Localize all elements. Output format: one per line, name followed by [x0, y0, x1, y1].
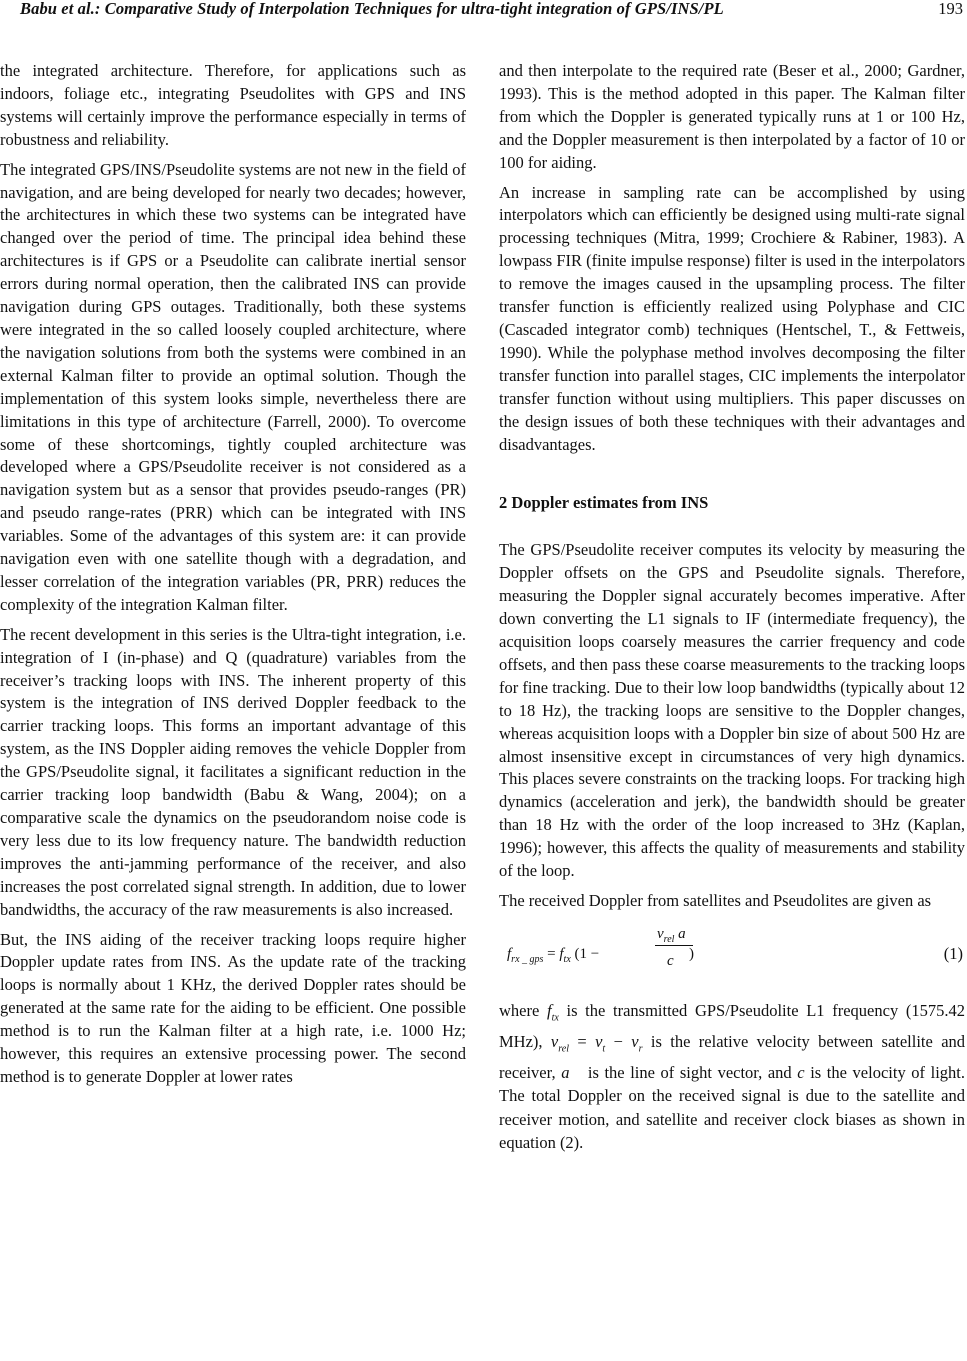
paragraph: The integrated GPS/INS/Pseudolite systems are not new in the field of navigation, and are being developed for nearly two decades; however, the architectures in which these two systems can be integrated have changed over the period of time. The principal idea behind these architectures is if GPS or a Pseudolite can calibrate inertial sensor errors during normal operation, then the calibrated INS can provide navigation during GPS outages. Traditionally, both these systems were integrated in the so called loosely coupled architecture, where the navigation solutions from both the systems were combined in an external Kalman filter to provide an optimal solution. Though the implementation of this system looks simple, nevertheless there are limitations in this type of architecture (Farrell, 2000). To overcome some of these shortcomings, tightly coupled architecture was developed where a GPS/Pseudolite receiver is not considered as a navigation system but as a sensor that provides pseudo-ranges (PR) and pseudo range-rates (PRR) which can be integrated with INS variables. Some of the advantages of this system are: it can provide navigation even with one satellite though with a degradation, and lesser correlation of the integration variables (PR, PRR) reduces the complexity of the integration Kalman filter.: [0, 159, 466, 614]
paragraph: The recent development in this series is the Ultra-tight integration, i.e. integration of I (in-phase) and Q (quadrature) variables from the receiver’s tracking loops with INS. The inherent property of this system is the integration of INS derived Doppler feedback to the carrier tracking loops. This forms an important advantage of this system, as the INS Doppler aiding removes the vehicle Doppler from the GPS/Pseudolite signal, it facilitates a significant reduction in the carrier tracking loop bandwidth (Babu & Wang, 2004); on a comparative scale the dynamics on the pseudorandom noise code is very less due to its low frequency nature. The bandwidth reduction improves the anti-jamming performance of the receiver, and also increases the post correlated signal strength. In addition, due to lower bandwidths, the accuracy of the raw measurements is also increased.: [0, 624, 466, 919]
paragraph: The received Doppler from satellites and Pseudolites are given as: [499, 891, 932, 910]
right-column: [499, 60, 965, 1162]
running-header: [0, 0, 967, 26]
paragraph: the integrated architecture. Therefore, for applications such as indoors, foliage etc., integrating Pseudolites with GPS and INS systems will certainly improve the performance especially in terms of robustness and reliability.: [0, 61, 466, 149]
paragraph: where $f_{tx}$ is the transmitted GPS/Pseudolite L1 frequency (1575.42 MHz), $v_{rel} = v_t - v_r$ is the relative velocity between satellite and receiver, a⃗ is the line of sight vector, and c is the velocity of light. The total Doppler on the received signal is due to the satellite and receiver motion, and satellite and receiver clock biases as shown in equation (2).: [499, 1000, 966, 1152]
page-number: 193: [938, 0, 963, 18]
section-heading: 2 Doppler estimates from INS: [499, 493, 709, 513]
equation-number: (1): [943, 943, 963, 963]
equation-1: $f_{rx \_ gps} = f_{tx}$ (1 − $v_{rel}$ a⃗ c ) (1): [507, 925, 963, 969]
paragraph: But, the INS aiding of the receiver tracking loops require higher Doppler update rates from INS. As the update rate of the tracking loops is normally about 1 KHz, the derived Doppler rates should be generated at the same rate for the aiding to be efficient. One possible method is to run the Kalman filter at a high rate, i.e. 1000 Hz; however, this requires an extensive processing power. The second method is to generate Doppler at lower rates: [0, 929, 466, 1086]
paragraph: An increase in sampling rate can be accomplished by using interpolators which can efficiently be designed using multi-rate signal processing techniques (Mitra, 1999; Crochiere & Rabiner, 1983). A lowpass FIR (finite impulse response) filter is used in the interpolators to remove the images caused in the upsampling process. The filter transfer function is efficiently realized using Polyphase and CIC (Cascaded integrator comb) techniques (Hentschel, T., & Fettweis, 1990). While the polyphase method involves decomposing the filter transfer function into parallel stages, CIC implements the interpolator transfer function without using multipliers. This paper discusses on the design issues of both these techniques with their advantages and disadvantages.: [499, 182, 965, 454]
running-title: Babu et al.: Comparative Study of Interpolation Techniques for ultra-tight integration of GPS/INS/PL: [20, 0, 724, 18]
left-column: [0, 60, 466, 1096]
paragraph: and then interpolate to the required rate (Beser et al., 2000; Gardner, 1993). This is the method adopted in this paper. The Kalman filter from which the Doppler is generated typically runs at 1 or 100 Hz, and the Doppler measurement is then interpolated by a factor of 10 or 100 for aiding.: [499, 61, 965, 172]
paragraph: The GPS/Pseudolite receiver computes its velocity by measuring the Doppler offsets on the GPS and Pseudolite signals. Therefore, measuring the Doppler signal accurately becomes imperative. After down converting the L1 signals to IF (intermediate frequency), the acquisition loops coarsely measures the carrier frequency and code offsets, and then pass these coarse measurements to the tracking loops for fine tracking. Due to their low loop bandwidths (typically about 12 to 18 Hz), the tracking loops are sensitive to the Doppler changes, whereas acquisition loops with a Doppler bin size of about 500 Hz are almost insensitive except in circumstances of very high dynamics. This places severe constraints on the tracking loops. For tracking high dynamics (acceleration and jerk), the bandwidth should be greater than 18 Hz with the order of the loop increased to 3Hz (Kaplan, 1996); however, this affects the quality of measurements and stability of the loop.: [499, 540, 965, 881]
